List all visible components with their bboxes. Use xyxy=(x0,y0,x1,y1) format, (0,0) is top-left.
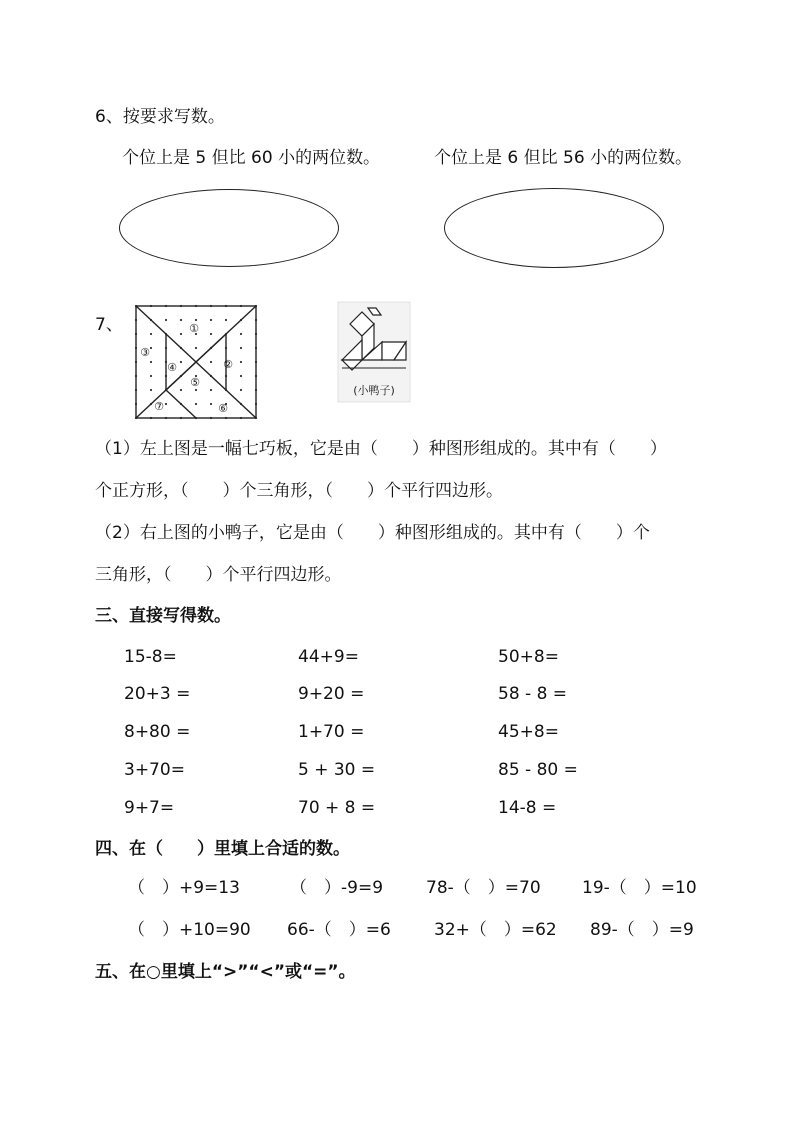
calc-r4-c3: 85 - 80 = xyxy=(498,760,578,780)
grid-dot xyxy=(195,403,197,405)
grid-dot xyxy=(240,361,242,363)
grid-dot xyxy=(240,347,242,349)
grid-dot xyxy=(240,389,242,391)
grid-dot xyxy=(165,403,167,405)
grid-dot xyxy=(195,389,197,391)
fill-r1-c3: 78-（ ）=70 xyxy=(426,878,541,898)
fill-r1-c1: （ ）+9=13 xyxy=(128,878,240,898)
section5-title: 五、在○里填上“>”“<”或“=”。 xyxy=(95,962,356,982)
grid-dot xyxy=(240,333,242,335)
calc-r3-c3: 45+8= xyxy=(498,722,559,742)
grid-dot xyxy=(180,361,182,363)
grid-dot xyxy=(210,319,212,321)
calc-r2-c2: 9+20 = xyxy=(298,684,365,704)
grid-dot xyxy=(180,389,182,391)
duck-figure xyxy=(338,302,410,402)
calc-r2-c1: 20+3 = xyxy=(124,684,191,704)
fill-r1-c2: （ ）-9=9 xyxy=(290,878,384,898)
grid-dot xyxy=(150,333,152,335)
grid-dot xyxy=(210,361,212,363)
calc-r1-c2: 44+9= xyxy=(298,647,359,667)
fill-r1-c4: 19-（ ）=10 xyxy=(582,878,697,898)
tangram-label-3: ③ xyxy=(140,346,150,359)
grid-dot xyxy=(150,361,152,363)
grid-dot xyxy=(180,333,182,335)
q6-right-answer-oval[interactable] xyxy=(444,188,664,268)
grid-dot xyxy=(240,375,242,377)
fill-r2-c2: 66-（ ）=6 xyxy=(287,920,391,940)
q7-line4: 三角形，（ ）个平行四边形。 xyxy=(95,565,342,585)
grid-dot xyxy=(150,389,152,391)
tangram-label-2: ② xyxy=(223,358,233,371)
calc-r5-c3: 14-8 = xyxy=(498,798,557,818)
calc-r5-c2: 70 + 8 = xyxy=(298,798,376,818)
tangram-label-6: ⑥ xyxy=(218,402,228,415)
calc-r1-c1: 15-8= xyxy=(124,647,177,667)
fill-r2-c1: （ ）+10=90 xyxy=(128,920,251,940)
q7-line2: 个正方形，（ ）个三角形，（ ）个平行四边形。 xyxy=(95,481,503,501)
fill-r2-c4: 89-（ ）=9 xyxy=(590,920,694,940)
tangram-label-7: ⑦ xyxy=(154,400,164,413)
tangram-figure xyxy=(136,306,256,418)
grid-dot xyxy=(210,333,212,335)
section4-title: 四、在（ ）里填上合适的数。 xyxy=(95,839,350,859)
grid-dot xyxy=(180,319,182,321)
tangram-label-4: ④ xyxy=(167,361,177,374)
grid-dot xyxy=(165,319,167,321)
calc-r1-c3: 50+8= xyxy=(498,647,559,667)
q6-left-prompt: 个位上是 5 但比 60 小的两位数。 xyxy=(122,148,381,168)
calc-r3-c1: 8+80 = xyxy=(124,722,191,742)
calc-r5-c1: 9+7= xyxy=(124,798,175,818)
section3-title: 三、直接写得数。 xyxy=(95,606,231,626)
calc-r4-c2: 5 + 30 = xyxy=(298,760,376,780)
fill-r2-c3: 32+（ ）=62 xyxy=(434,920,557,940)
calc-r4-c1: 3+70= xyxy=(124,760,185,780)
q7-line3: （2）右上图的小鸭子，它是由（ ）种图形组成的。其中有（ ）个 xyxy=(95,523,650,543)
tangram-label-5: ⑤ xyxy=(190,376,200,389)
grid-dot xyxy=(150,375,152,377)
q6-left-answer-oval[interactable] xyxy=(119,189,339,267)
q7-line1: （1）左上图是一幅七巧板，它是由（ ）种图形组成的。其中有（ ） xyxy=(95,439,667,459)
calc-r3-c2: 1+70 = xyxy=(298,722,365,742)
grid-dot xyxy=(195,319,197,321)
grid-dot xyxy=(195,347,197,349)
grid-dot xyxy=(150,347,152,349)
tangram-label-1: ① xyxy=(189,322,199,335)
grid-dot xyxy=(225,319,227,321)
q6-right-prompt: 个位上是 6 但比 56 小的两位数。 xyxy=(434,148,693,168)
q7-number: 7、 xyxy=(95,315,123,335)
grid-dot xyxy=(210,389,212,391)
q6-title: 6、按要求写数。 xyxy=(95,107,225,127)
grid-dot xyxy=(210,403,212,405)
calc-r2-c3: 58 - 8 = xyxy=(498,684,568,704)
duck-caption: (小鸭子) xyxy=(353,384,395,397)
